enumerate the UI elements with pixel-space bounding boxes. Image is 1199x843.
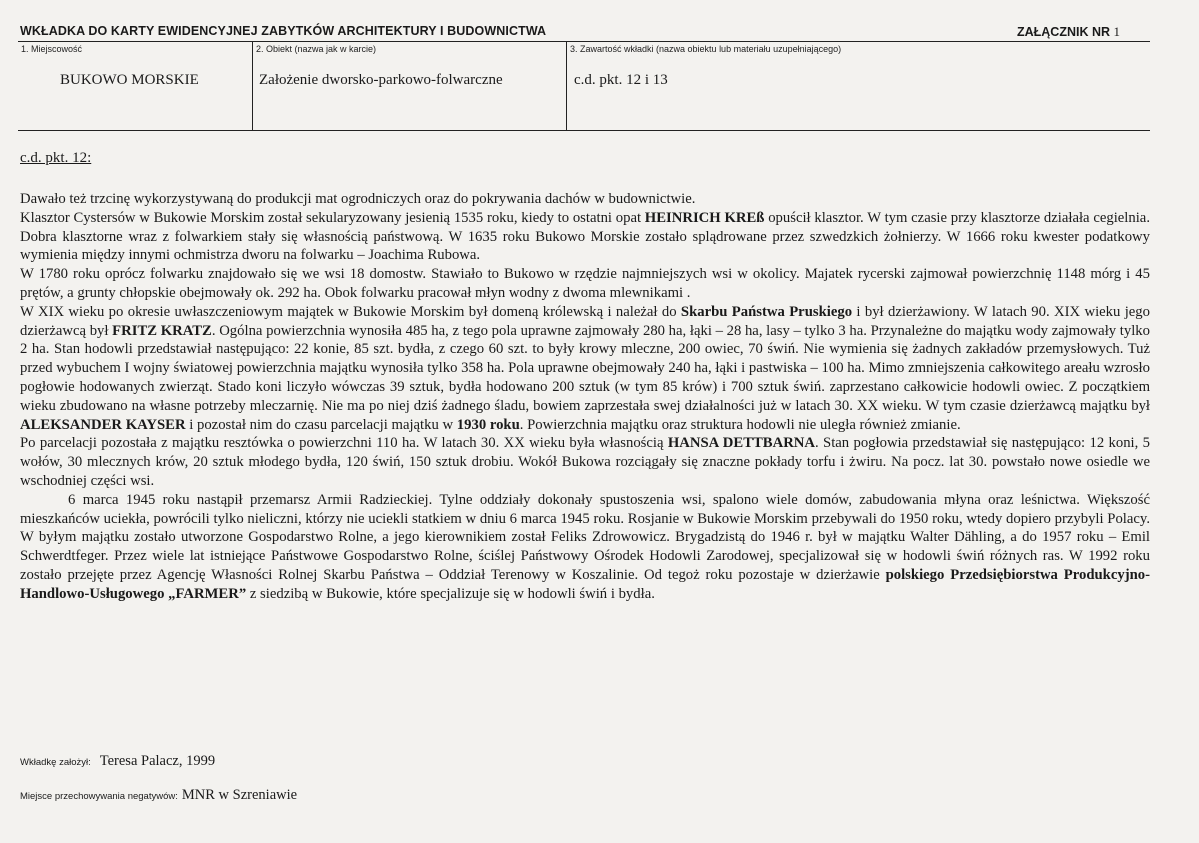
field-object-label: 2. Obiekt (nazwa jak w karcie) <box>256 44 377 54</box>
field-contents <box>566 42 1151 130</box>
body-paragraph <box>20 434 1150 490</box>
paragraph-text: Klasztor Cystersów w Bukowie Morskim został sekularyzowany jesienią 1535 roku, kiedy to ostatni opat <box>20 209 645 226</box>
field-locality-value: BUKOWO MORSKIE <box>60 72 199 88</box>
attachment-number <box>1017 24 1120 40</box>
field-contents-value: c.d. pkt. 12 i 13 <box>574 72 668 88</box>
bold-text: HEINRICH KREß <box>644 209 765 226</box>
field-locality-label: 1. Miejscowość <box>21 44 83 54</box>
paragraph-text: Po parcelacji pozostała z majątku resztówka o powierzchni 110 ha. W latach 30. XX wieku była własnością <box>20 435 668 452</box>
paragraph-text: opuścił klasztor. W tym czasie przy klasztorze działała cegielnia. Dobra klasztorne wraz z folwarkiem stały się własnością państwową. W 1635 roku Bukowo Morskie zostało splądrowane przez szwedzkich żołnierzy. W 1666 roku kwester podatkowy wymienia między innymi ochmistrza dworu na folwarku – Joachima Rubowa. <box>20 209 1151 264</box>
document-body <box>20 190 1150 604</box>
body-paragraph <box>20 190 1150 209</box>
paragraph-text: W 1780 roku oprócz folwarku znajdowało się we wsi 18 domostw. Stawiało to Bukowo w rzędzie najmniejszych wsi w okolicy. Majatek rycerski zajmował powierzchnię 1148 mórg i 45 prętów, a grunty chłopskie obejmowały ok. 292 ha. Obok folwarku pracował młyn wodny z dwoma mlewnikami . <box>20 266 1150 301</box>
attachment-label: ZAŁĄCZNIK NR <box>1016 25 1111 39</box>
storage-row <box>20 787 297 804</box>
paragraph-text: 6 marca 1945 roku nastąpił przemarsz Armii Radzieckiej. Tylne oddziały dokonały spustoszenia wsi, spalono wiele domów, zabudowania młyna oraz leśnictwa. Większość mieszkańców uciekła, powrócili tylko nieliczni, którzy nie uciekli statkiem w dniu 6 marca 1945 roku. Rosjanie w Bukowie Morskim przebywali do 1950 roku, wtedy dopiero przybyli Polacy. W byłym majątku zostało utworzone Gospodarstwo Rolne, a jego kierownikiem został Feliks Zdrowowicz. Brygadzistą do 1946 r. był w majątku Walter Dähling, a do 1957 roku – Emil Schwerdtfeger. Przez wiele lat istniejące Państwowe Gospodarstwo Rolne, ściślej Państwowy Ośrodek Hodowli Zarodowej, specjalizował się w hodowli świń różnych ras. W 1992 roku zostało przejęte przez Agencję Własności Rolnej Skarbu Państwa – Oddział Terenowy w Koszalinie. Od tegoż roku pozostaje w dzierżawie <box>20 491 1150 583</box>
field-contents-label: 3. Zawartość wkładki (nazwa obiektu lub materiału uzupełniającego) <box>570 44 842 54</box>
bold-text: 1930 roku <box>456 416 520 433</box>
body-paragraph <box>20 491 1150 604</box>
storage-label: Miejsce przechowywania negatywów: <box>20 791 178 802</box>
body-paragraph <box>20 265 1150 303</box>
paragraph-text: . Stan pogłowia przedstawiał się następująco: 12 koni, 5 wołów, 30 mlecznych krów, 20 sztuk młodego bydła, 120 świń, 150 sztuk drobiu. Wokół Bukowa rozciągały się znaczne pokłady torfu i żwiru. Na pocz. lat 30. powstało nowe osiedle we wschodniej części wsi. <box>20 435 1150 489</box>
author-label: Wkładkę założył: <box>20 757 91 768</box>
bold-text: HANSA DETTBARNA <box>667 435 816 452</box>
author-row <box>20 753 215 770</box>
bold-text: polskiego Przedsiębiorstwa Produkcyjno-Handlowo-Usługowego „FARMER” <box>20 566 1151 602</box>
storage-value: MNR w Szreniawie <box>181 787 298 803</box>
field-object <box>252 42 567 130</box>
paragraph-text: Dawało też trzcinę wykorzystywaną do produkcji mat ogrodniczych oraz do pokrywania dachów w budownictwie. <box>20 191 696 207</box>
body-paragraph <box>20 303 1150 435</box>
bold-text: ALEKSANDER KAYSER <box>20 416 186 433</box>
section-heading: c.d. pkt. 12: <box>20 150 92 166</box>
paragraph-text: . Ogólna powierzchnia wynosiła 485 ha, z tego pola uprawne zajmowały 280 ha, łąki – 28 ha, lasy – tylko 3 ha. Przynależne do majątku wody zajmowały tylko 2 ha. Stan hodowli przedstawiał następująco: 22 konie, 85 szt. bydła, z czego 60 szt. to były krowy mleczne, 200 owiec, 70 świń. Nie wymienia się żadnych zakładów przemysłowych. Tuż przed wybuchem I wojny światowej powierzchnia majątku wynosiła tylko 358 ha. Pola uprawne obejmowały 240 ha, łąki i pastwiska – 100 ha. Mimo zmniejszenia całkowitego areału wzrosło pogłowie hodowanych zwierząt. Stado koni liczyło wówczas 39 sztuk, bydła hodowano 200 sztuk (w tym 85 krów) i 700 sztuk świń. zaprzestano całkowicie hodowli owiec. Z początkiem wieku zbudowano na własne potrzeby mleczarnię. Nie ma po niej dziś żadnego śladu, bowiem zaprzestała swej działalności już w latach 30. XX wieku. W tym czasie dzierżawcą majątku był <box>20 322 1150 414</box>
paragraph-text: . Powierzchnia majątku oraz struktura hodowli nie uległa również zmianie. <box>519 416 961 433</box>
bold-text: FRITZ KRATZ <box>112 322 212 339</box>
document-title: WKŁADKA DO KARTY EWIDENCYJNEJ ZABYTKÓW ARCHITEKTURY I BUDOWNICTWA <box>20 24 547 38</box>
paragraph-text: z siedzibą w Bukowie, które specjalizuje się w hodowli świń i bydła. <box>246 585 655 602</box>
paragraph-text: W XIX wieku po okresie uwłaszczeniowym majątek w Bukowie Morskim był domeną królewską i należał do <box>20 303 681 320</box>
body-paragraph <box>20 209 1150 265</box>
attachment-number-value: 1 <box>1113 24 1120 39</box>
form-header-table <box>18 41 1150 131</box>
paragraph-text: i pozostał nim do czasu parcelacji majątku w <box>185 416 457 433</box>
bold-text: Skarbu Państwa Pruskiego <box>680 303 853 320</box>
author-value: Teresa Palacz, 1999 <box>99 753 216 769</box>
field-locality <box>18 42 252 130</box>
paragraph-text: i był dzierżawiony. W latach 90. XIX wieku jego dzierżawcą był <box>20 303 1150 339</box>
field-object-value: Założenie dworsko-parkowo-folwarczne <box>259 72 503 88</box>
